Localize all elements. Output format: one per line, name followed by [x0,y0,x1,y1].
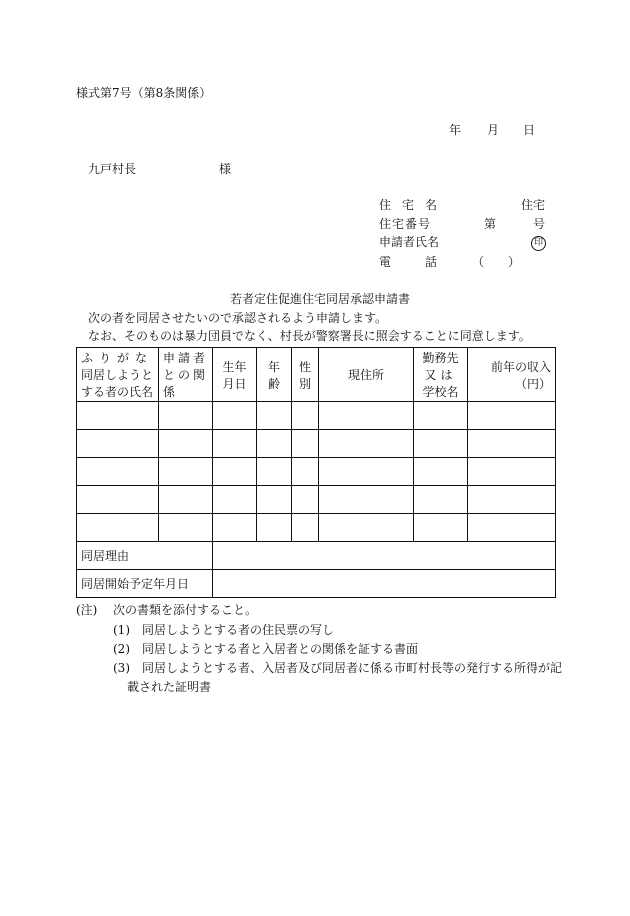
table-cell[interactable] [468,514,556,542]
reason-input-cell[interactable] [213,542,556,570]
header-name-line-2: 同居しようと [81,368,154,382]
addressee-name: 九戸村長 [88,162,137,176]
date-day-label: 日 [523,123,536,137]
header-workplace-line-1: 勤務先 [422,351,459,365]
table-cell[interactable] [257,514,292,542]
note-item-2-number: (2) [113,642,130,656]
table-cell[interactable] [292,402,319,430]
addressee-honorific: 様 [219,162,232,176]
header-income-line-2: （円） [514,376,551,391]
table-cell[interactable] [159,514,213,542]
table-cell[interactable] [414,402,468,430]
table-cell[interactable] [292,458,319,486]
header-sex [292,348,319,402]
header-name-line-3: する者の氏名 [81,385,154,399]
table-cell[interactable] [77,402,159,430]
seal-icon: 印 [531,236,546,251]
table-cell[interactable] [257,486,292,514]
table-cell[interactable] [77,458,159,486]
housing-name-suffix: 住宅 [521,198,546,212]
table-cell[interactable] [77,486,159,514]
table-cell[interactable] [213,486,257,514]
table-cell[interactable] [414,430,468,458]
notes-intro-text: 次の書類を添付すること。 [113,603,258,617]
note-item-1-number: (1) [113,623,130,637]
table-cell[interactable] [292,430,319,458]
start-date-input-cell[interactable] [213,570,556,598]
header-birthdate [213,348,257,402]
housing-number-dai: 第 [484,217,497,231]
cohabitant-table [76,347,556,598]
table-cell[interactable] [257,430,292,458]
table-cell[interactable] [292,486,319,514]
table-cell[interactable] [468,486,556,514]
header-age [257,348,292,402]
table-cell[interactable] [414,486,468,514]
note-item-3-continuation: 載された証明書 [127,680,212,694]
housing-name-label [379,199,437,211]
table-cell[interactable] [159,402,213,430]
table-cell[interactable] [468,402,556,430]
header-income [468,348,556,402]
header-relation-line-2: との関 [163,368,209,382]
table-cell[interactable] [77,514,159,542]
notes-intro-label: (注) [76,603,98,617]
housing-name-label-2: 宅 [401,198,414,212]
header-birthdate-line-2: 月日 [222,376,247,391]
table-row [77,458,556,486]
table-cell[interactable] [77,430,159,458]
header-age-line-1: 年 [267,359,280,374]
table-cell[interactable] [414,514,468,542]
header-name [77,348,159,402]
table-row [77,514,556,542]
table-cell[interactable] [213,430,257,458]
header-workplace-line-3: 学校名 [422,385,459,399]
header-relation-line-3: 係 [163,385,176,399]
header-age-line-2: 齢 [267,376,280,391]
applicant-name-label: 申請者氏名 [379,235,440,249]
housing-number-label: 住宅番号 [379,217,432,231]
header-workplace [414,348,468,402]
table-cell[interactable] [319,486,414,514]
note-item-2-text: 同居しようとする者と入居者との関係を証する書面 [142,642,419,656]
note-item-3-number: (3) [113,661,130,675]
table-cell[interactable] [159,430,213,458]
form-reference: 様式第7号（第8条関係） [76,86,212,100]
seal-mark [531,235,546,251]
note-item-3-text: 同居しようとする者、入居者及び同居者に係る市町村長等の発行する所得が記 [142,661,563,675]
table-cell[interactable] [257,458,292,486]
housing-name-label-3: 名 [424,198,437,212]
document-title: 若者定住促進住宅同居承認申請書 [230,292,411,306]
table-cell[interactable] [319,402,414,430]
reason-row [77,542,556,570]
header-name-line-1: ふりがな [81,351,154,365]
phone-parens: （ ） [472,255,521,269]
table-cell[interactable] [292,514,319,542]
table-cell[interactable] [159,486,213,514]
note-item-1-text: 同居しようとする者の住民票の写し [142,623,335,637]
header-sex-line-1: 性 [298,359,311,374]
table-row [77,402,556,430]
phone-label [379,256,437,268]
phone-label-1: 電 [379,255,392,269]
header-relation [159,348,213,402]
date-year-label: 年 [449,123,462,137]
table-row [77,486,556,514]
header-sex-line-2: 別 [298,376,311,391]
body-line-2: なお、そのものは暴力団員でなく、村長が警察署長に照会することに同意します。 [88,329,531,343]
date-month-label: 月 [487,123,500,137]
housing-name-label-1: 住 [379,198,392,212]
body-line-1: 次の者を同居させたいので承認されるよう申請します。 [88,311,388,325]
housing-number-go: 号 [533,217,546,231]
table-cell[interactable] [213,402,257,430]
table-row [77,430,556,458]
table-cell[interactable] [213,458,257,486]
table-cell[interactable] [213,514,257,542]
table-cell[interactable] [159,458,213,486]
table-cell[interactable] [319,430,414,458]
header-workplace-line-2: 又は [424,368,457,382]
table-cell[interactable] [468,458,556,486]
header-birthdate-line-1: 生年 [222,359,247,374]
table-cell[interactable] [257,402,292,430]
table-cell[interactable] [319,514,414,542]
table-header-row [77,348,556,402]
header-relation-line-1: 申請者 [163,351,209,365]
phone-label-2: 話 [424,255,437,269]
table-cell[interactable] [414,458,468,486]
header-income-line-1: 前年の収入 [490,359,551,374]
table-cell[interactable] [319,458,414,486]
reason-label: 同居理由 [77,542,213,570]
start-date-label: 同居開始予定年月日 [77,570,213,598]
table-cell[interactable] [468,430,556,458]
start-date-row [77,570,556,598]
header-address: 現住所 [319,348,414,402]
